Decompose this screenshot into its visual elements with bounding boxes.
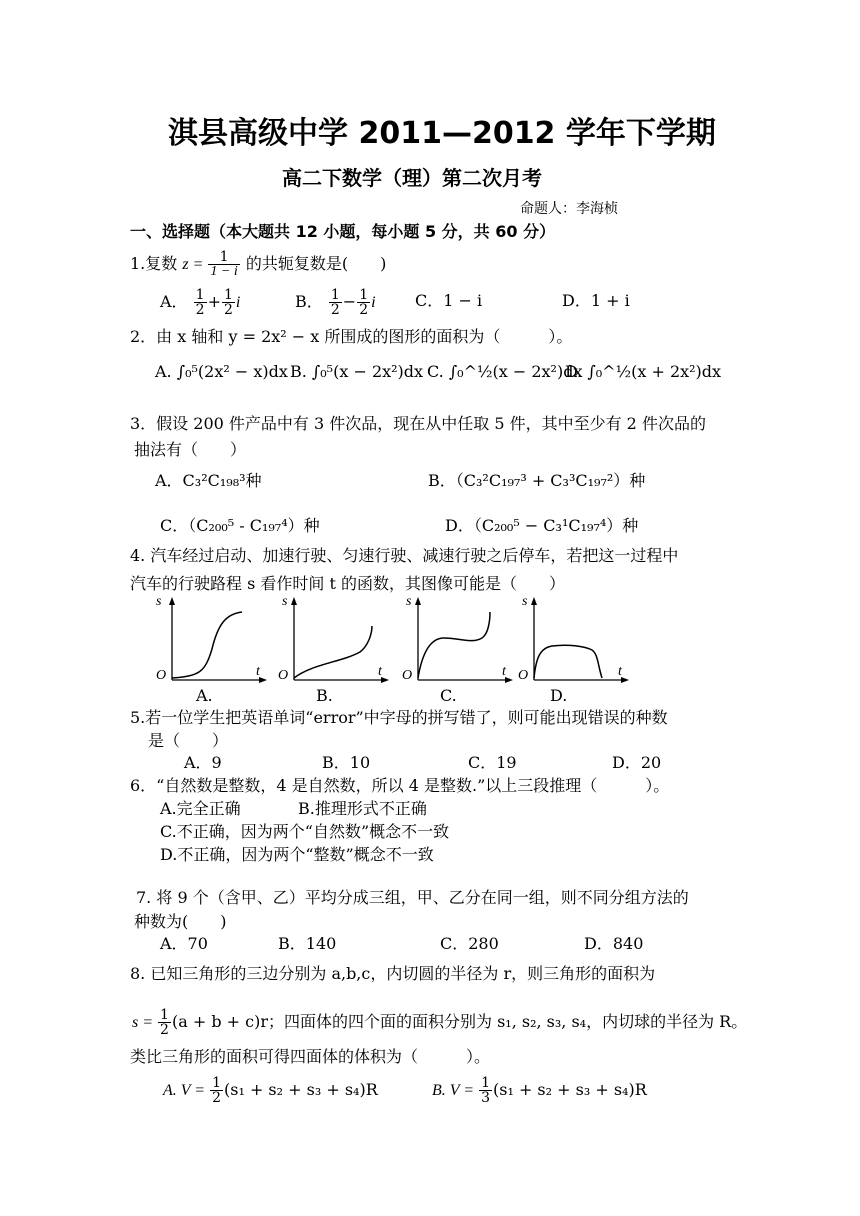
q4-graph-a[interactable]: s t O A. bbox=[150, 594, 270, 704]
question-4-stem-line2: 汽车的行驶路程 s 看作时间 t 的函数，其图像可能是（ ） bbox=[130, 574, 565, 593]
question-2-stem: 2．由 x 轴和 y = 2x² − x 所围成的图形的面积为（ ）。 bbox=[130, 327, 573, 346]
q8-option-b[interactable]: B. V = $\frac{1}{3}$ (s₁ + s₂ + s₃ + s₄)R bbox=[432, 1075, 647, 1106]
page-title: 淇县高级中学 2011—2012 学年下学期 bbox=[168, 116, 716, 151]
q5-option-b[interactable]: B．10 bbox=[322, 753, 371, 772]
question-8-stem-line3: 类比三角形的面积可得四面体的体积为（ ）。 bbox=[130, 1047, 491, 1066]
q7-option-c[interactable]: C．280 bbox=[440, 934, 499, 953]
question-1-stem: 1.复数 z = $\frac{1}{1 - i}$ 的共轭复数是( ) bbox=[130, 249, 387, 279]
q7-option-d[interactable]: D．840 bbox=[584, 934, 644, 953]
q1-option-b[interactable]: B． $\frac{1}{2}$ − $\frac{1}{2}$ i bbox=[295, 287, 376, 318]
question-8-stem-line2: s = $\frac{1}{2}$ (a + b + c)r；四面体的四个面的面积分别为 s₁, s₂, s₃, s₄，内切球的半径为 R。 bbox=[132, 1007, 748, 1038]
q4-graph-c-label: C. bbox=[440, 686, 457, 705]
q6-option-a[interactable]: A.完全正确 bbox=[160, 799, 241, 818]
question-4-stem-line1: 4. 汽车经过启动、加速行驶、匀速行驶、减速行驶之后停车，若把这一过程中 bbox=[130, 546, 679, 565]
exam-subtitle: 高二下数学（理）第二次月考 bbox=[282, 166, 542, 190]
question-7-stem-line2: 种数为( ) bbox=[134, 912, 227, 931]
section-heading: 一、选择题（本大题共 12 小题，每小题 5 分，共 60 分） bbox=[130, 222, 556, 241]
q6-option-d[interactable]: D.不正确，因为两个“整数”概念不一致 bbox=[160, 845, 434, 864]
question-3-stem-line1: 3．假设 200 件产品中有 3 件次品，现在从中任取 5 件，其中至少有 2 件次品的 bbox=[130, 414, 706, 433]
q2-option-d[interactable]: D. ∫₀^½(x + 2x²)dx bbox=[565, 362, 722, 381]
question-5-stem-line1: 5.若一位学生把英语单词“error”中字母的拼写错了，则可能出现错误的种数 bbox=[130, 708, 668, 727]
q4-graph-b[interactable]: s t O B. bbox=[272, 594, 392, 704]
q4-graph-d-label: D. bbox=[550, 686, 568, 705]
q3-option-d[interactable]: D．（C₂₀₀⁵ − C₃¹C₁₉₇⁴）种 bbox=[445, 516, 639, 535]
q3-option-c[interactable]: C．（C₂₀₀⁵ - C₁₉₇⁴）种 bbox=[160, 516, 320, 535]
q4-graph-c[interactable]: s t O C. bbox=[396, 594, 516, 704]
question-6-stem: 6．“自然数是整数，4 是自然数，所以 4 是整数.”以上三段推理（ ）。 bbox=[130, 776, 670, 795]
q7-option-b[interactable]: B．140 bbox=[278, 934, 337, 953]
q4-graph-b-label: B. bbox=[316, 686, 333, 705]
q1-option-a[interactable]: A． $\frac{1}{2}$ + $\frac{1}{2}$ i bbox=[160, 287, 241, 318]
q6-option-b[interactable]: B.推理形式不正确 bbox=[298, 799, 427, 818]
question-5-stem-line2: 是（ ） bbox=[148, 731, 229, 750]
q2-option-b[interactable]: B. ∫₀⁵(x − 2x²)dx bbox=[290, 362, 424, 381]
question-7-stem-line1: 7. 将 9 个（含甲、乙）平均分成三组，甲、乙分在同一组，则不同分组方法的 bbox=[136, 888, 689, 907]
q8-option-a[interactable]: A. V = $\frac{1}{2}$ (s₁ + s₂ + s₃ + s₄)R bbox=[163, 1075, 378, 1106]
q2-option-c[interactable]: C. ∫₀^½(x − 2x²)dx bbox=[427, 362, 583, 381]
author-line: 命题人：李海桢 bbox=[520, 201, 618, 217]
q3-option-b[interactable]: B．（C₃²C₁₉₇³ + C₃³C₁₉₇²）种 bbox=[428, 471, 646, 490]
q1-option-d[interactable]: D．1 + i bbox=[562, 291, 630, 310]
q4-graph-a-label: A. bbox=[196, 686, 213, 705]
q4-graph-d[interactable]: s t O D. bbox=[512, 594, 632, 704]
q5-option-c[interactable]: C．19 bbox=[468, 753, 517, 772]
q5-option-d[interactable]: D．20 bbox=[612, 753, 662, 772]
question-8-stem-line1: 8. 已知三角形的三边分别为 a,b,c，内切圆的半径为 r，则三角形的面积为 bbox=[130, 964, 656, 983]
q3-option-a[interactable]: A．C₃²C₁₉₈³种 bbox=[155, 471, 262, 490]
q1-fraction: $\frac{1}{1 - i}$ bbox=[210, 249, 238, 279]
q5-option-a[interactable]: A．9 bbox=[184, 753, 222, 772]
q7-option-a[interactable]: A．70 bbox=[160, 934, 208, 953]
q2-option-a[interactable]: A. ∫₀⁵(2x² − x)dx bbox=[155, 362, 288, 381]
q1-option-c[interactable]: C．1 − i bbox=[415, 291, 483, 310]
question-3-stem-line2: 抽法有（ ） bbox=[134, 440, 247, 459]
q6-option-c[interactable]: C.不正确，因为两个“自然数”概念不一致 bbox=[160, 822, 450, 841]
